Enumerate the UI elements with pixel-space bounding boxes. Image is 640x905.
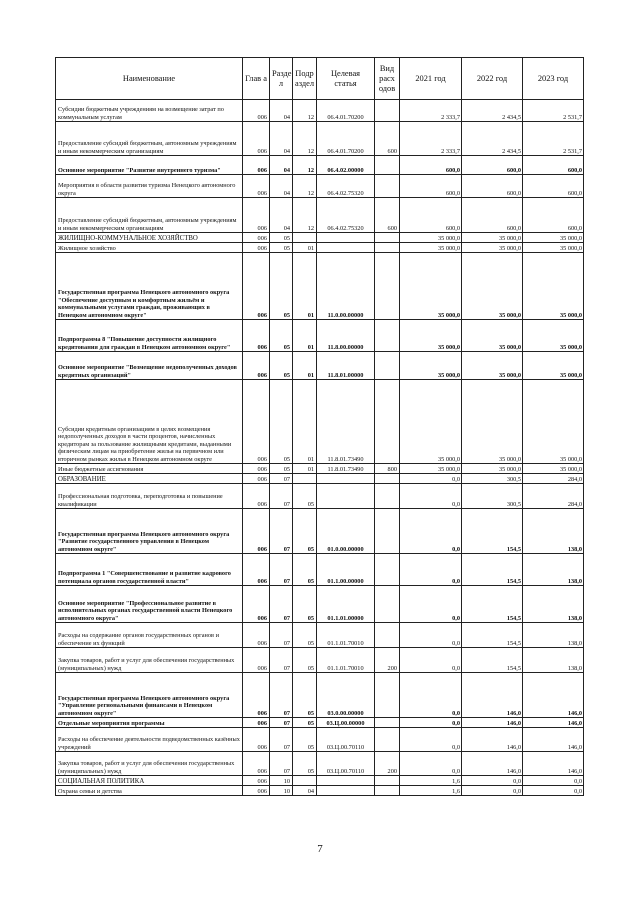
cell-2021: 0,0 [400, 554, 462, 586]
cell-2023: 146,0 [523, 673, 584, 718]
cell-2023: 284,0 [523, 474, 584, 484]
table-row [56, 623, 584, 648]
cell-2022: 146,0 [462, 752, 523, 776]
table-row [56, 786, 584, 796]
cell-razdel: 07 [270, 474, 293, 484]
cell-razdel: 04 [270, 122, 293, 156]
cell-2022: 35 000,0 [462, 243, 523, 253]
cell-podrazdel [293, 474, 317, 484]
cell-razdel: 05 [270, 380, 293, 464]
cell-2023: 35 000,0 [523, 380, 584, 464]
cell-razdel: 05 [270, 243, 293, 253]
cell-podrazdel: 05 [293, 673, 317, 718]
header-vid: Вид расх одов [375, 58, 400, 100]
cell-statya: 11.8.01.73490 [317, 464, 375, 474]
cell-statya: 03.Ц.00.70110 [317, 728, 375, 752]
cell-razdel: 07 [270, 623, 293, 648]
cell-razdel: 07 [270, 728, 293, 752]
table-row [56, 253, 584, 320]
cell-glava: 006 [243, 100, 270, 122]
cell-statya: 06.4.02.75320 [317, 175, 375, 198]
cell-2022: 146,0 [462, 718, 523, 728]
cell-podrazdel: 05 [293, 728, 317, 752]
cell-name: Субсидии кредитным организациям в целях возмещения недополученных доходов в части процентов, начисленных кредиторам за пользование жилищными кредитами, выданными физическим лицам на приобретение жилья на первичном или вторичном рынках жилья в Ненецком автономном округе [56, 380, 243, 464]
cell-razdel: 07 [270, 509, 293, 554]
table-row [56, 776, 584, 786]
cell-glava: 006 [243, 673, 270, 718]
cell-glava: 006 [243, 352, 270, 380]
cell-2022: 2 434,5 [462, 122, 523, 156]
table-row [56, 352, 584, 380]
cell-name: Государственная программа Ненецкого автономного округа "Управление региональными финансами в Ненецком автономном округе" [56, 673, 243, 718]
cell-2022: 35 000,0 [462, 233, 523, 243]
cell-vid: 800 [375, 464, 400, 474]
cell-vid: 600 [375, 122, 400, 156]
cell-2023: 138,0 [523, 509, 584, 554]
table-row [56, 718, 584, 728]
header-razdel: Разде л [270, 58, 293, 100]
cell-2022: 154,5 [462, 586, 523, 623]
cell-vid [375, 728, 400, 752]
cell-2023: 0,0 [523, 776, 584, 786]
cell-2022: 600,0 [462, 198, 523, 233]
cell-razdel: 05 [270, 320, 293, 352]
cell-razdel: 07 [270, 673, 293, 718]
cell-2023: 35 000,0 [523, 253, 584, 320]
budget-table [55, 57, 584, 796]
cell-razdel: 07 [270, 484, 293, 509]
cell-podrazdel: 05 [293, 484, 317, 509]
cell-name: Предоставление субсидий бюджетным, автономным учреждениям и иным некоммерческим организациям [56, 198, 243, 233]
cell-podrazdel: 01 [293, 352, 317, 380]
cell-2023: 146,0 [523, 718, 584, 728]
table-row [56, 586, 584, 623]
cell-2021: 600,0 [400, 198, 462, 233]
cell-name: ЖИЛИЩНО-КОММУНАЛЬНОЕ ХОЗЯЙСТВО [56, 233, 243, 243]
cell-2023: 35 000,0 [523, 320, 584, 352]
table-row [56, 648, 584, 673]
cell-glava: 006 [243, 380, 270, 464]
cell-name: Расходы на содержание органов государственных органов и обеспечение их функций [56, 623, 243, 648]
table-row [56, 122, 584, 156]
cell-glava: 006 [243, 175, 270, 198]
cell-statya: 01.1.01.70010 [317, 623, 375, 648]
cell-glava: 006 [243, 253, 270, 320]
cell-statya: 01.1.01.00000 [317, 586, 375, 623]
cell-glava: 006 [243, 156, 270, 175]
cell-2021: 1,6 [400, 776, 462, 786]
cell-glava: 006 [243, 320, 270, 352]
cell-podrazdel: 01 [293, 380, 317, 464]
cell-2023: 600,0 [523, 156, 584, 175]
cell-razdel: 07 [270, 752, 293, 776]
cell-2021: 2 333,7 [400, 122, 462, 156]
cell-2021: 35 000,0 [400, 253, 462, 320]
cell-vid [375, 623, 400, 648]
cell-2021: 35 000,0 [400, 380, 462, 464]
cell-name: Иные бюджетные ассигнования [56, 464, 243, 474]
cell-2022: 600,0 [462, 156, 523, 175]
cell-razdel: 10 [270, 776, 293, 786]
cell-vid [375, 253, 400, 320]
cell-statya [317, 474, 375, 484]
cell-2022: 0,0 [462, 786, 523, 796]
cell-vid [375, 233, 400, 243]
cell-2023: 35 000,0 [523, 243, 584, 253]
cell-podrazdel [293, 776, 317, 786]
cell-podrazdel: 05 [293, 586, 317, 623]
cell-glava: 006 [243, 623, 270, 648]
cell-2022: 300,5 [462, 474, 523, 484]
cell-razdel: 07 [270, 718, 293, 728]
cell-name: Основное мероприятие "Развитие внутреннего туризма" [56, 156, 243, 175]
table-row [56, 156, 584, 175]
cell-podrazdel: 05 [293, 752, 317, 776]
cell-name: Предоставление субсидий бюджетным, автономным учреждениям и иным некоммерческим организациям [56, 122, 243, 156]
cell-vid [375, 776, 400, 786]
cell-glava: 006 [243, 233, 270, 243]
cell-glava: 006 [243, 776, 270, 786]
cell-2022: 35 000,0 [462, 464, 523, 474]
cell-2021: 35 000,0 [400, 243, 462, 253]
cell-glava: 006 [243, 554, 270, 586]
cell-name: ОБРАЗОВАНИЕ [56, 474, 243, 484]
cell-vid [375, 156, 400, 175]
cell-2022: 2 434,5 [462, 100, 523, 122]
cell-name: Государственная программа Ненецкого автономного округа "Обеспечение доступным и комфортным жильём и коммунальными услугами граждан, проживающих в Ненецком автономном округе" [56, 253, 243, 320]
cell-2021: 600,0 [400, 175, 462, 198]
cell-name: Подпрограмма 8 "Повышение доступности жилищного кредитования для граждан в Ненецком автономном округе" [56, 320, 243, 352]
cell-glava: 006 [243, 464, 270, 474]
table-row [56, 484, 584, 509]
header-2022: 2022 год [462, 58, 523, 100]
cell-2021: 0,0 [400, 623, 462, 648]
table-row [56, 100, 584, 122]
cell-2023: 0,0 [523, 786, 584, 796]
header-podrazdel: Подр аздел [293, 58, 317, 100]
cell-podrazdel: 12 [293, 156, 317, 175]
cell-statya: 06.4.02.00000 [317, 156, 375, 175]
cell-name: Основное мероприятие "Возмещение недополученных доходов кредитных организаций" [56, 352, 243, 380]
cell-vid: 600 [375, 198, 400, 233]
cell-2022: 154,5 [462, 554, 523, 586]
cell-name: Государственная программа Ненецкого автономного округа "Развитие государственного управления в Ненецком автономном округе" [56, 509, 243, 554]
cell-statya: 01.1.00.00000 [317, 554, 375, 586]
cell-2023: 146,0 [523, 752, 584, 776]
cell-razdel: 04 [270, 156, 293, 175]
cell-glava: 006 [243, 718, 270, 728]
cell-statya [317, 786, 375, 796]
cell-vid [375, 243, 400, 253]
cell-2023: 138,0 [523, 586, 584, 623]
cell-podrazdel: 12 [293, 198, 317, 233]
table-row [56, 509, 584, 554]
cell-2021: 35 000,0 [400, 352, 462, 380]
cell-2021: 0,0 [400, 728, 462, 752]
cell-statya [317, 243, 375, 253]
header-name: Наименование [56, 58, 243, 100]
cell-2023: 600,0 [523, 175, 584, 198]
cell-razdel: 04 [270, 198, 293, 233]
cell-glava: 006 [243, 243, 270, 253]
cell-2023: 284,0 [523, 484, 584, 509]
cell-2021: 35 000,0 [400, 320, 462, 352]
cell-glava: 006 [243, 198, 270, 233]
cell-name: СОЦИАЛЬНАЯ ПОЛИТИКА [56, 776, 243, 786]
cell-razdel: 05 [270, 253, 293, 320]
cell-vid [375, 554, 400, 586]
cell-glava: 006 [243, 484, 270, 509]
table-row [56, 380, 584, 464]
table-row [56, 320, 584, 352]
table-row [56, 198, 584, 233]
cell-vid [375, 786, 400, 796]
cell-razdel: 07 [270, 586, 293, 623]
cell-2022: 35 000,0 [462, 253, 523, 320]
table-row [56, 233, 584, 243]
cell-razdel: 07 [270, 554, 293, 586]
cell-podrazdel: 01 [293, 253, 317, 320]
cell-2021: 0,0 [400, 752, 462, 776]
cell-2023: 138,0 [523, 623, 584, 648]
cell-2023: 138,0 [523, 554, 584, 586]
cell-vid [375, 352, 400, 380]
header-glava: Глав а [243, 58, 270, 100]
table-row [56, 554, 584, 586]
cell-podrazdel: 05 [293, 718, 317, 728]
cell-statya: 06.4.01.70200 [317, 100, 375, 122]
cell-2023: 35 000,0 [523, 352, 584, 380]
cell-podrazdel: 01 [293, 464, 317, 474]
cell-statya: 06.4.02.75320 [317, 198, 375, 233]
cell-name: Подпрограмма 1 "Совершенствование и развитие кадрового потенциала органов государственной власти" [56, 554, 243, 586]
cell-glava: 006 [243, 752, 270, 776]
cell-2021: 35 000,0 [400, 233, 462, 243]
cell-name: Отдельные мероприятия программы [56, 718, 243, 728]
cell-podrazdel: 12 [293, 175, 317, 198]
cell-2022: 0,0 [462, 776, 523, 786]
cell-name: Жилищное хозяйство [56, 243, 243, 253]
cell-podrazdel: 12 [293, 100, 317, 122]
cell-vid [375, 718, 400, 728]
cell-razdel: 04 [270, 175, 293, 198]
cell-vid [375, 320, 400, 352]
cell-statya: 11.8.00.00000 [317, 320, 375, 352]
cell-2021: 0,0 [400, 509, 462, 554]
cell-vid [375, 175, 400, 198]
table-row [56, 175, 584, 198]
header-2023: 2023 год [523, 58, 584, 100]
header-2021: 2021 год [400, 58, 462, 100]
cell-name: Профессиональная подготовка, переподготовка и повышение квалификации [56, 484, 243, 509]
cell-name: Расходы на обеспечение деятельности подведомственных казённых учреждений [56, 728, 243, 752]
table-row [56, 243, 584, 253]
cell-statya: 11.8.01.73490 [317, 380, 375, 464]
cell-podrazdel: 04 [293, 786, 317, 796]
cell-2022: 600,0 [462, 175, 523, 198]
cell-2021: 1,6 [400, 786, 462, 796]
cell-2021: 0,0 [400, 586, 462, 623]
cell-2023: 600,0 [523, 198, 584, 233]
cell-podrazdel: 05 [293, 509, 317, 554]
cell-statya: 01.1.01.70010 [317, 648, 375, 673]
cell-2023: 146,0 [523, 728, 584, 752]
cell-name: Закупка товаров, работ и услуг для обеспечения государственных (муниципальных) нужд [56, 648, 243, 673]
cell-2023: 2 531,7 [523, 100, 584, 122]
table-body [56, 100, 584, 796]
cell-glava: 006 [243, 586, 270, 623]
cell-glava: 006 [243, 786, 270, 796]
cell-razdel: 07 [270, 648, 293, 673]
cell-2022: 35 000,0 [462, 352, 523, 380]
cell-2022: 154,5 [462, 648, 523, 673]
cell-2022: 154,5 [462, 509, 523, 554]
cell-razdel: 05 [270, 352, 293, 380]
cell-2023: 35 000,0 [523, 464, 584, 474]
cell-2021: 600,0 [400, 156, 462, 175]
cell-name: Закупка товаров, работ и услуг для обеспечения государственных (муниципальных) нужд [56, 752, 243, 776]
cell-2022: 35 000,0 [462, 380, 523, 464]
cell-statya: 11.0.00.00000 [317, 253, 375, 320]
cell-statya: 03.Ц.00.00000 [317, 718, 375, 728]
table-row [56, 464, 584, 474]
cell-name: Основное мероприятие "Профессиональное развитие в исполнительных органах государственной власти Ненецкого автономного округа" [56, 586, 243, 623]
cell-podrazdel: 05 [293, 648, 317, 673]
table-row [56, 752, 584, 776]
cell-statya: 03.0.00.00000 [317, 673, 375, 718]
cell-2021: 2 333,7 [400, 100, 462, 122]
cell-vid [375, 474, 400, 484]
cell-2022: 146,0 [462, 728, 523, 752]
cell-glava: 006 [243, 122, 270, 156]
cell-2023: 138,0 [523, 648, 584, 673]
cell-vid [375, 509, 400, 554]
cell-statya: 06.4.01.70200 [317, 122, 375, 156]
cell-glava: 006 [243, 509, 270, 554]
cell-razdel: 04 [270, 100, 293, 122]
cell-2021: 0,0 [400, 673, 462, 718]
cell-statya [317, 484, 375, 509]
cell-glava: 006 [243, 648, 270, 673]
cell-name: Охрана семьи и детства [56, 786, 243, 796]
table-row [56, 673, 584, 718]
cell-2021: 0,0 [400, 648, 462, 673]
cell-vid [375, 100, 400, 122]
cell-2022: 154,5 [462, 623, 523, 648]
cell-2023: 2 531,7 [523, 122, 584, 156]
cell-statya [317, 776, 375, 786]
cell-2021: 35 000,0 [400, 464, 462, 474]
table-row [56, 728, 584, 752]
header-statya: Целевая статья [317, 58, 375, 100]
cell-podrazdel: 01 [293, 320, 317, 352]
cell-vid: 200 [375, 752, 400, 776]
cell-podrazdel: 05 [293, 554, 317, 586]
table-row [56, 474, 584, 484]
cell-glava: 006 [243, 474, 270, 484]
cell-vid [375, 380, 400, 464]
cell-vid [375, 673, 400, 718]
cell-2022: 300,5 [462, 484, 523, 509]
cell-statya: 11.8.01.00000 [317, 352, 375, 380]
cell-podrazdel: 01 [293, 243, 317, 253]
cell-podrazdel [293, 233, 317, 243]
cell-statya [317, 233, 375, 243]
cell-2021: 0,0 [400, 484, 462, 509]
cell-statya: 03.Ц.00.70110 [317, 752, 375, 776]
page-number: 7 [317, 843, 323, 855]
cell-statya: 01.0.00.00000 [317, 509, 375, 554]
cell-razdel: 05 [270, 464, 293, 474]
cell-2022: 146,0 [462, 673, 523, 718]
cell-razdel: 10 [270, 786, 293, 796]
cell-podrazdel: 05 [293, 623, 317, 648]
cell-2021: 0,0 [400, 474, 462, 484]
cell-vid [375, 484, 400, 509]
cell-razdel: 05 [270, 233, 293, 243]
cell-2021: 0,0 [400, 718, 462, 728]
cell-name: Мероприятия в области развития туризма Ненецкого автономного округа [56, 175, 243, 198]
cell-vid: 200 [375, 648, 400, 673]
cell-2022: 35 000,0 [462, 320, 523, 352]
cell-glava: 006 [243, 728, 270, 752]
table-header-row [56, 58, 584, 100]
cell-podrazdel: 12 [293, 122, 317, 156]
cell-2023: 35 000,0 [523, 233, 584, 243]
cell-vid [375, 586, 400, 623]
cell-name: Субсидии бюджетным учреждениям на возмещение затрат по коммунальным услугам [56, 100, 243, 122]
